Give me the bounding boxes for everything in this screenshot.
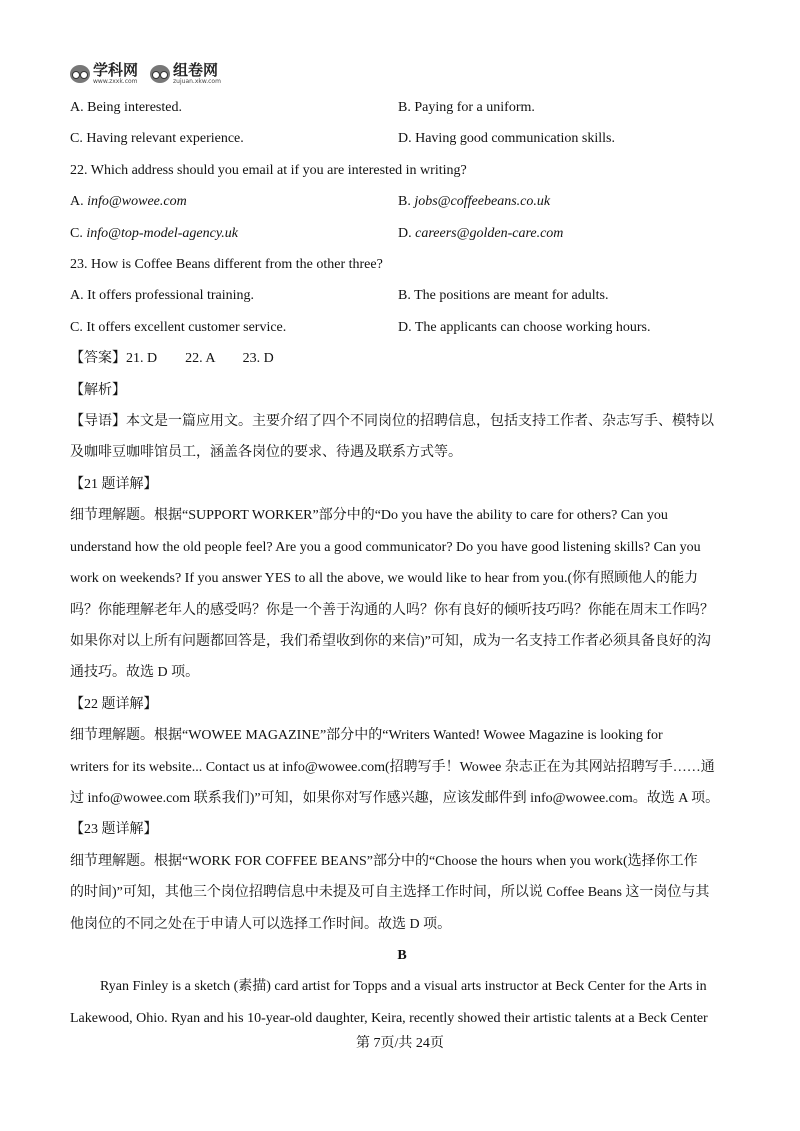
detail-22-line: 过 info@wowee.com 联系我们)”可知，如果你对写作感兴趣，应该发邮件到 info@wowee.com。故选 A 项。: [70, 790, 720, 806]
owl-logo-icon: [70, 65, 90, 83]
guide-line: 【导语】本文是一篇应用文。主要介绍了四个不同岗位的招聘信息，包括支持工作者、杂志写手、模特以: [70, 414, 714, 430]
q23-options-row1: [70, 280, 734, 311]
passage-line: Ryan Finley is a sketch (素描) card artist for Topps and a visual arts instructor at Beck Center for the Arts in: [100, 979, 707, 995]
option-a: A. Being interested.: [70, 100, 182, 115]
q21-options-row2: [70, 123, 734, 154]
q23-options-row2: [70, 312, 734, 343]
answer-key: 【答案】21. D 22. A 23. D: [70, 351, 274, 367]
detail-22-line: 细节理解题。根据“WOWEE MAGAZINE”部分中的“Writers Wanted! Wowee Magazine is looking for: [70, 728, 663, 744]
detail-21-line: 如果你对以上所有问题都回答是，我们希望收到你的来信)”可知，成为一名支持工作者必须具备良好的沟: [70, 633, 711, 649]
detail-21-line: 细节理解题。根据“SUPPORT WORKER”部分中的“Do you have the ability to care for others? Can you: [70, 508, 668, 524]
detail-21-line: understand how the old people feel? Are you a good communicator? Do you have good listening skills? Can you: [70, 539, 701, 555]
detail-23-title: 【23 题详解】: [70, 822, 158, 838]
detail-21-line: work on weekends? If you answer YES to all the above, we would like to hear from you.(你有照顾他人的能力: [70, 571, 699, 587]
passage-line: Lakewood, Ohio. Ryan and his 10-year-old daughter, Keira, recently showed their artistic talents at a Beck Center: [70, 1010, 708, 1026]
option-d: careers@golden-care.com: [415, 225, 564, 241]
detail-21-line: 吗？你能理解老年人的感受吗？你是一个善于沟通的人吗？你有良好的倾听技巧吗？你能在周末工作吗？: [70, 602, 714, 618]
owl-logo-icon: [150, 65, 170, 83]
q22-options-row1: [70, 186, 734, 217]
question-22: 22. Which address should you email at if you are interested in writing?: [70, 162, 467, 178]
logo-text: 学科网: [93, 61, 139, 79]
option-label: D.: [398, 225, 416, 241]
option-d: D. Having good communication skills.: [398, 131, 615, 147]
detail-21-title: 【21 题详解】: [70, 476, 158, 492]
detail-23-line: 他岗位的不同之处在于申请人可以选择工作时间。故选 D 项。: [70, 916, 452, 932]
logo-url: zujuan.xkw.com: [173, 77, 221, 85]
option-b: B. The positions are meant for adults.: [398, 288, 609, 304]
option-label: C.: [70, 225, 87, 241]
detail-21-line: 通技巧。故选 D 项。: [70, 665, 200, 681]
option-b: B. Paying for a uniform.: [398, 100, 535, 115]
logo-zxxk: [70, 62, 138, 85]
detail-22-title: 【22 题详解】: [70, 696, 158, 712]
logo-zujuan: [150, 62, 221, 85]
option-a: info@wowee.com: [87, 194, 187, 210]
option-c: info@top-model-agency.uk: [86, 225, 239, 241]
logo-url: www.zxxk.com: [93, 77, 138, 85]
option-a: A. It offers professional training.: [70, 288, 255, 304]
detail-23-line: 的时间)”可知，其他三个岗位招聘信息中未提及可自主选择工作时间，所以说 Coffee Beans 这一岗位与其: [70, 885, 710, 901]
option-c: C. Having relevant experience.: [70, 131, 244, 147]
logo-text: 组卷网: [173, 61, 219, 79]
section-b-heading: B: [397, 947, 407, 963]
question-23: 23. How is Coffee Beans different from the other three?: [70, 257, 383, 273]
detail-22-line: writers for its website... Contact us at info@wowee.com(招聘写手！Wowee 杂志正在为其网站招聘写手……通: [70, 759, 715, 775]
analysis-label: 【解析】: [70, 382, 126, 398]
guide-line: 及咖啡豆咖啡馆员工，涵盖各岗位的要求、待遇及联系方式等。: [70, 445, 462, 461]
option-b: jobs@coffeebeans.co.uk: [414, 194, 551, 210]
option-label: B.: [398, 194, 415, 210]
header-logos: [70, 0, 734, 92]
detail-23-line: 细节理解题。根据“WORK FOR COFFEE BEANS”部分中的“Choose the hours when you work(选择你工作: [70, 853, 698, 869]
option-d: D. The applicants can choose working hours.: [398, 319, 651, 335]
q22-options-row2: [70, 218, 734, 249]
q21-options-row1: [70, 92, 734, 123]
option-label: A.: [70, 194, 88, 210]
page-number-footer: 第 7页/共 24页: [356, 1036, 444, 1052]
option-c: C. It offers excellent customer service.: [70, 319, 287, 335]
